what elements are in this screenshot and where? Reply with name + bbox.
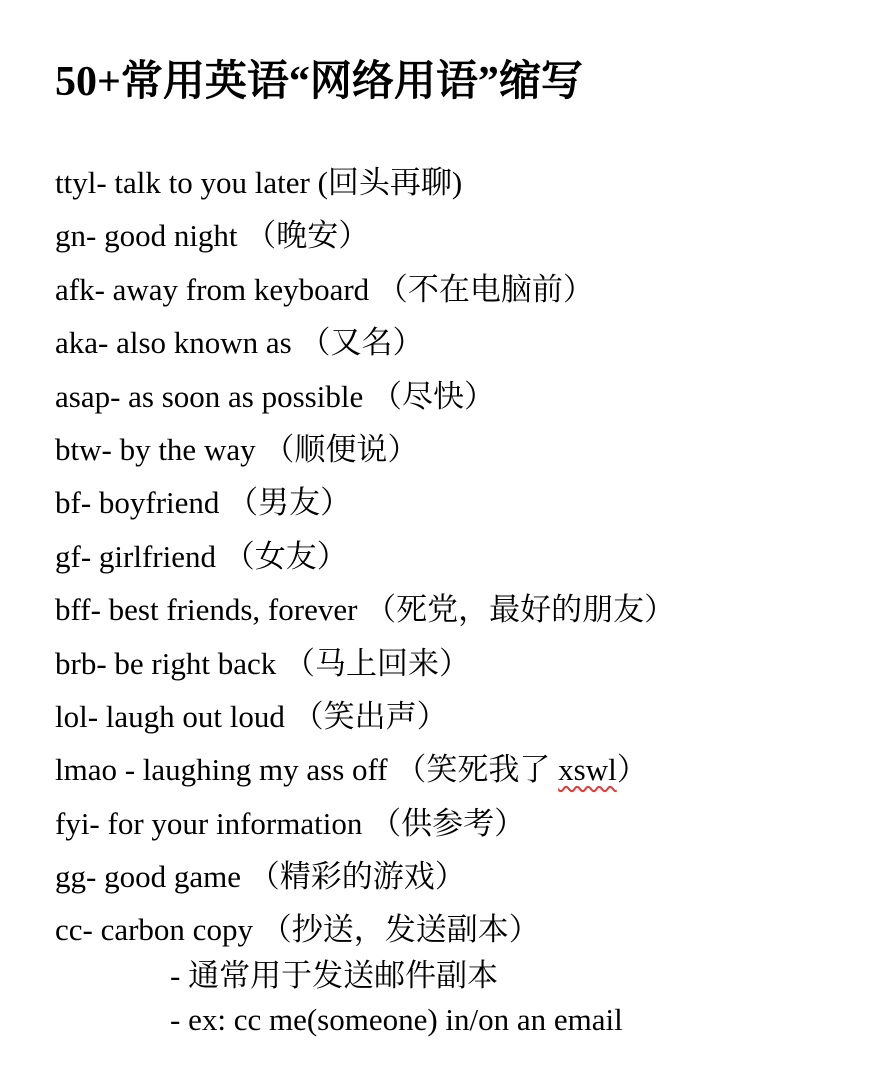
- abbreviation-item-cc: cc- carbon copy （抄送，发送副本）: [55, 912, 540, 948]
- abbreviation-item-aka: aka- also known as （又名）: [55, 325, 424, 361]
- abbreviation-item-gg: gg- good game （精彩的游戏）: [55, 859, 466, 895]
- abbreviation-item-gn: gn- good night （晚安）: [55, 218, 370, 254]
- abbreviation-item-asap: asap- as soon as possible （尽快）: [55, 378, 495, 414]
- cc-note-usage: - 通常用于发送邮件副本: [170, 958, 499, 993]
- cc-notes: [170, 954, 623, 1042]
- abbreviation-item-gf: gf- girlfriend （女友）: [55, 538, 348, 574]
- abbreviation-item-bff: bff- best friends, forever （死党，最好的朋友）: [55, 592, 676, 628]
- abbreviation-item-afk: afk- away from keyboard （不在电脑前）: [55, 271, 594, 307]
- abbreviation-item-bf: bf- boyfriend （男友）: [55, 485, 352, 521]
- abbreviation-item-fyi: fyi- for your information （供参考）: [55, 805, 526, 841]
- abbreviation-item-btw: btw- by the way （顺便说）: [55, 431, 419, 467]
- document-title: 50+常用英语“网络用语”缩写: [55, 59, 583, 105]
- lmao-text-before: lmao - laughing my ass off （笑死我了: [55, 752, 559, 788]
- abbreviation-item-lmao: [55, 743, 675, 796]
- cc-note-example: - ex: cc me(someone) in/on an email: [170, 1002, 623, 1037]
- lmao-text-after: ）: [616, 752, 648, 788]
- abbreviation-item-lol: lol- laugh out loud （笑出声）: [55, 698, 448, 734]
- spellcheck-flagged-word[interactable]: xswl: [558, 752, 617, 788]
- abbreviation-item-brb: brb- be right back （马上回来）: [55, 645, 470, 681]
- abbreviation-item-ttyl: ttyl- talk to you later (回头再聊): [55, 165, 463, 200]
- abbreviation-list: [55, 156, 675, 957]
